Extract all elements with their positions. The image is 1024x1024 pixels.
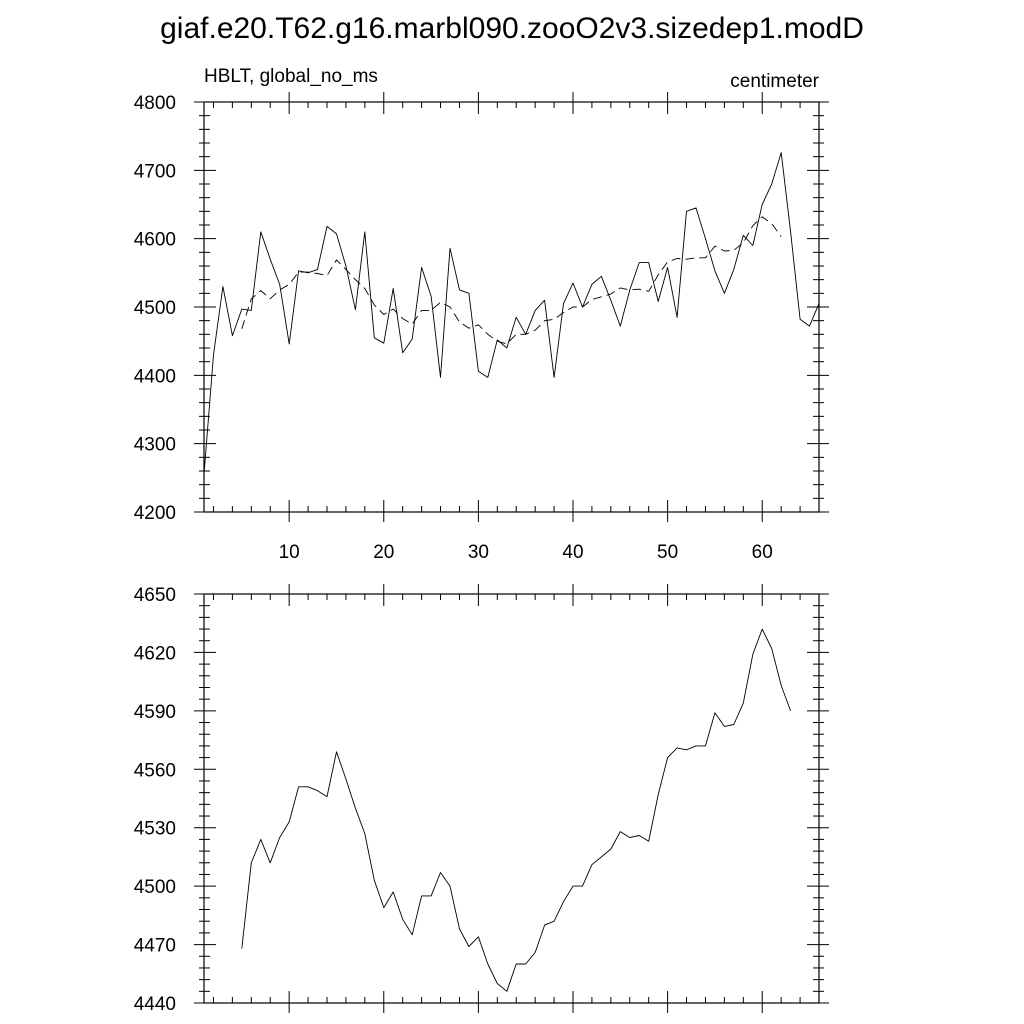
top-x-tick-label: 50 (657, 542, 679, 563)
bottom-series-solid-line (242, 629, 791, 991)
top-y-tick-label: 4400 (133, 366, 176, 388)
top-x-tick-label: 60 (751, 542, 773, 563)
top-x-tick-label: 30 (467, 542, 489, 563)
bottom-y-tick-label: 4620 (133, 643, 176, 665)
bottom-y-tick-label: 4530 (133, 818, 176, 840)
bottom-y-tick-label: 4440 (133, 994, 176, 1015)
bottom-y-tick-label: 4590 (133, 701, 176, 723)
bottom-y-tick-label: 4500 (133, 877, 176, 899)
top-y-tick-label: 4500 (133, 298, 176, 319)
top-x-tick-label: 20 (373, 542, 395, 563)
top-panel-units-label: centimeter (730, 71, 819, 92)
bottom-y-tick-label: 4560 (133, 760, 176, 782)
figure-title: giaf.e20.T62.g16.marbl090.zooO2v3.sizedep1.modD (160, 12, 864, 45)
top-y-tick-label: 4200 (133, 503, 176, 524)
top-y-tick-label: 4800 (133, 93, 176, 114)
top-panel-variable-label: HBLT, global_no_ms (204, 66, 378, 87)
top-x-tick-label: 10 (278, 542, 300, 563)
top-x-tick-label: 40 (562, 542, 584, 563)
bottom-y-tick-label: 4650 (133, 585, 176, 606)
top-panel (134, 66, 829, 563)
top-series-solid-line (204, 153, 819, 475)
top-y-tick-label: 4300 (133, 434, 176, 456)
top-plot-frame (204, 102, 819, 512)
bottom-y-tick-label: 4470 (133, 935, 176, 957)
top-series-dashed-line (242, 217, 781, 344)
top-y-tick-label: 4700 (133, 161, 176, 183)
top-y-tick-label: 4600 (133, 229, 176, 251)
bottom-plot-frame (204, 594, 819, 1003)
bottom-panel (134, 584, 829, 1015)
